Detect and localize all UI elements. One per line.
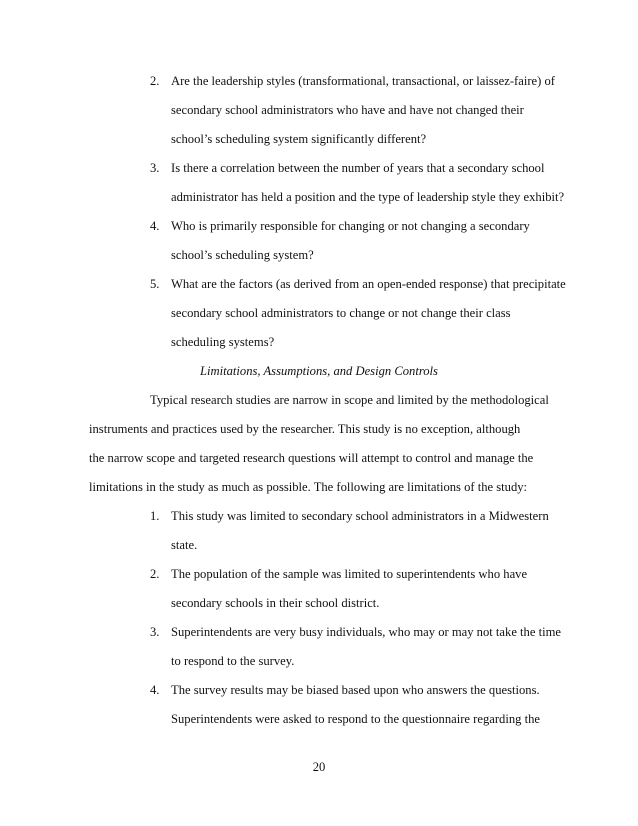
limitation-3-number: 3. xyxy=(150,625,160,639)
limitation-4-number: 4. xyxy=(150,683,160,697)
limitation-2-line-1: The population of the sample was limited to superintendents who have xyxy=(171,567,528,581)
limitation-1-line-2: state. xyxy=(171,538,198,552)
question-5-number: 5. xyxy=(150,277,160,291)
question-4-line-2: school’s scheduling system? xyxy=(171,248,314,262)
question-2-number: 2. xyxy=(150,74,160,88)
limitation-1-line-1: This study was limited to secondary school administrators in a Midwestern xyxy=(171,509,549,523)
limitation-1-number: 1. xyxy=(150,509,160,523)
limitation-2-line-2: secondary schools in their school district. xyxy=(171,596,380,610)
question-2-line-3: school’s scheduling system significantly different? xyxy=(171,132,427,146)
limitation-4-line-2: Superintendents were asked to respond to the questionnaire regarding the xyxy=(171,712,540,726)
paragraph-line-1: Typical research studies are narrow in scope and limited by the methodological xyxy=(150,393,549,407)
question-3-number: 3. xyxy=(150,161,160,175)
page-number: 20 xyxy=(312,760,326,774)
question-5-line-3: scheduling systems? xyxy=(171,335,275,349)
question-2-line-1: Are the leadership styles (transformational, transactional, or laissez-faire) of xyxy=(171,74,555,88)
paragraph-line-4: limitations in the study as much as possible. The following are limitations of the study: xyxy=(89,480,528,494)
question-3-line-1: Is there a correlation between the number of years that a secondary school xyxy=(171,161,545,175)
limitation-3-line-2: to respond to the survey. xyxy=(171,654,295,668)
section-heading: Limitations, Assumptions, and Design Controls xyxy=(200,364,438,378)
limitation-2-number: 2. xyxy=(150,567,160,581)
question-4-line-1: Who is primarily responsible for changing or not changing a secondary xyxy=(171,219,530,233)
question-3-line-2: administrator has held a position and the type of leadership style they exhibit? xyxy=(171,190,565,204)
question-5-line-1: What are the factors (as derived from an open-ended response) that precipitate xyxy=(171,277,566,291)
limitation-4-line-1: The survey results may be biased based upon who answers the questions. xyxy=(171,683,540,697)
paragraph-line-2: instruments and practices used by the researcher. This study is no exception, although xyxy=(89,422,521,436)
limitation-3-line-1: Superintendents are very busy individuals, who may or may not take the time xyxy=(171,625,561,639)
question-2-line-2: secondary school administrators who have and have not changed their xyxy=(171,103,524,117)
question-4-number: 4. xyxy=(150,219,160,233)
paragraph-line-3: the narrow scope and targeted research questions will attempt to control and manage the xyxy=(89,451,534,465)
question-5-line-2: secondary school administrators to change or not change their class xyxy=(171,306,511,320)
